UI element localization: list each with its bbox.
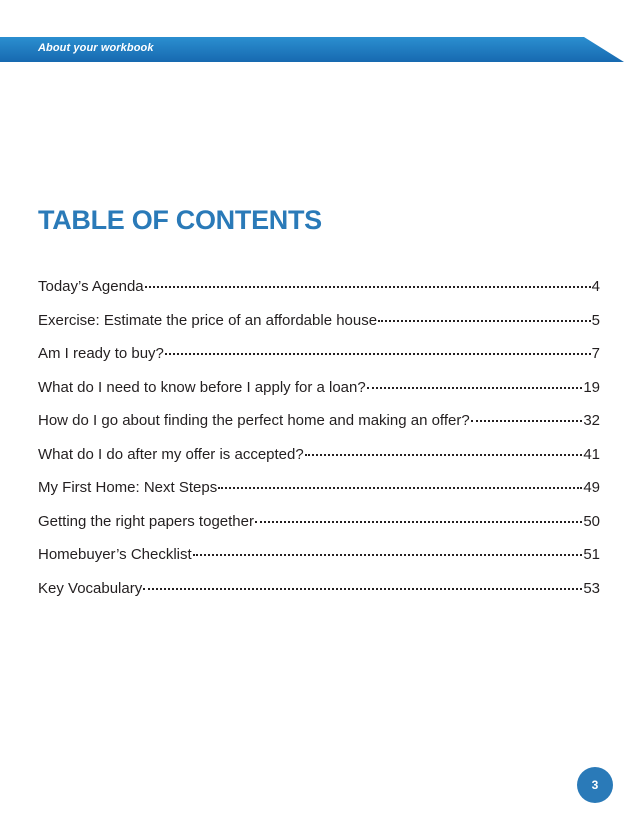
- toc-entry-title: Homebuyer’s Checklist: [38, 546, 192, 563]
- dot-leader: [165, 353, 591, 355]
- toc-entry-title: How do I go about finding the perfect home and making an offer?: [38, 412, 470, 429]
- dot-leader: [145, 286, 591, 288]
- toc-entry-page: 51: [583, 546, 600, 563]
- toc-entry[interactable]: [38, 337, 600, 371]
- toc-entry-title: Exercise: Estimate the price of an affordable house: [38, 311, 378, 329]
- dot-leader: [367, 387, 583, 389]
- dot-leader: [378, 320, 591, 322]
- toc-entry-title: Today’s Agenda: [38, 278, 144, 295]
- dot-leader: [471, 420, 583, 422]
- toc-list: [38, 270, 600, 605]
- toc-entry-title: Key Vocabulary: [38, 579, 143, 597]
- toc-entry-page: 7: [591, 345, 600, 362]
- toc-entry[interactable]: [38, 304, 600, 338]
- toc-entry-page: 53: [583, 579, 600, 597]
- toc-entry-title: My First Home: Next Steps: [38, 479, 218, 496]
- toc-entry[interactable]: [38, 270, 600, 304]
- toc-entry-title: Am I ready to buy?: [38, 345, 164, 362]
- toc-entry[interactable]: [38, 438, 600, 472]
- toc-entry-title: What do I need to know before I apply for a loan?: [38, 378, 366, 396]
- dot-leader: [305, 454, 583, 456]
- toc-entry[interactable]: [38, 471, 600, 505]
- dot-leader: [218, 487, 582, 489]
- dot-leader: [143, 588, 582, 590]
- dot-leader: [193, 554, 583, 556]
- toc-entry-title: Getting the right papers together: [38, 512, 254, 530]
- toc-entry[interactable]: [38, 538, 600, 572]
- toc-entry-page: 50: [583, 512, 600, 530]
- toc-entry[interactable]: [38, 404, 600, 438]
- section-label: About your workbook: [38, 42, 154, 54]
- toc-entry-title: What do I do after my offer is accepted?: [38, 445, 304, 463]
- toc-entry[interactable]: [38, 572, 600, 606]
- toc-entry[interactable]: [38, 505, 600, 539]
- toc-entry-page: 5: [591, 311, 600, 329]
- toc-entry-page: 32: [583, 412, 600, 429]
- page-number-badge: 3: [577, 767, 613, 803]
- toc-entry-page: 41: [583, 445, 600, 463]
- toc-entry-page: 19: [583, 378, 600, 396]
- toc-entry-page: 49: [583, 479, 600, 496]
- dot-leader: [255, 521, 582, 523]
- toc-entry-page: 4: [591, 278, 600, 295]
- page-title: TABLE OF CONTENTS: [38, 205, 322, 235]
- toc-entry[interactable]: [38, 371, 600, 405]
